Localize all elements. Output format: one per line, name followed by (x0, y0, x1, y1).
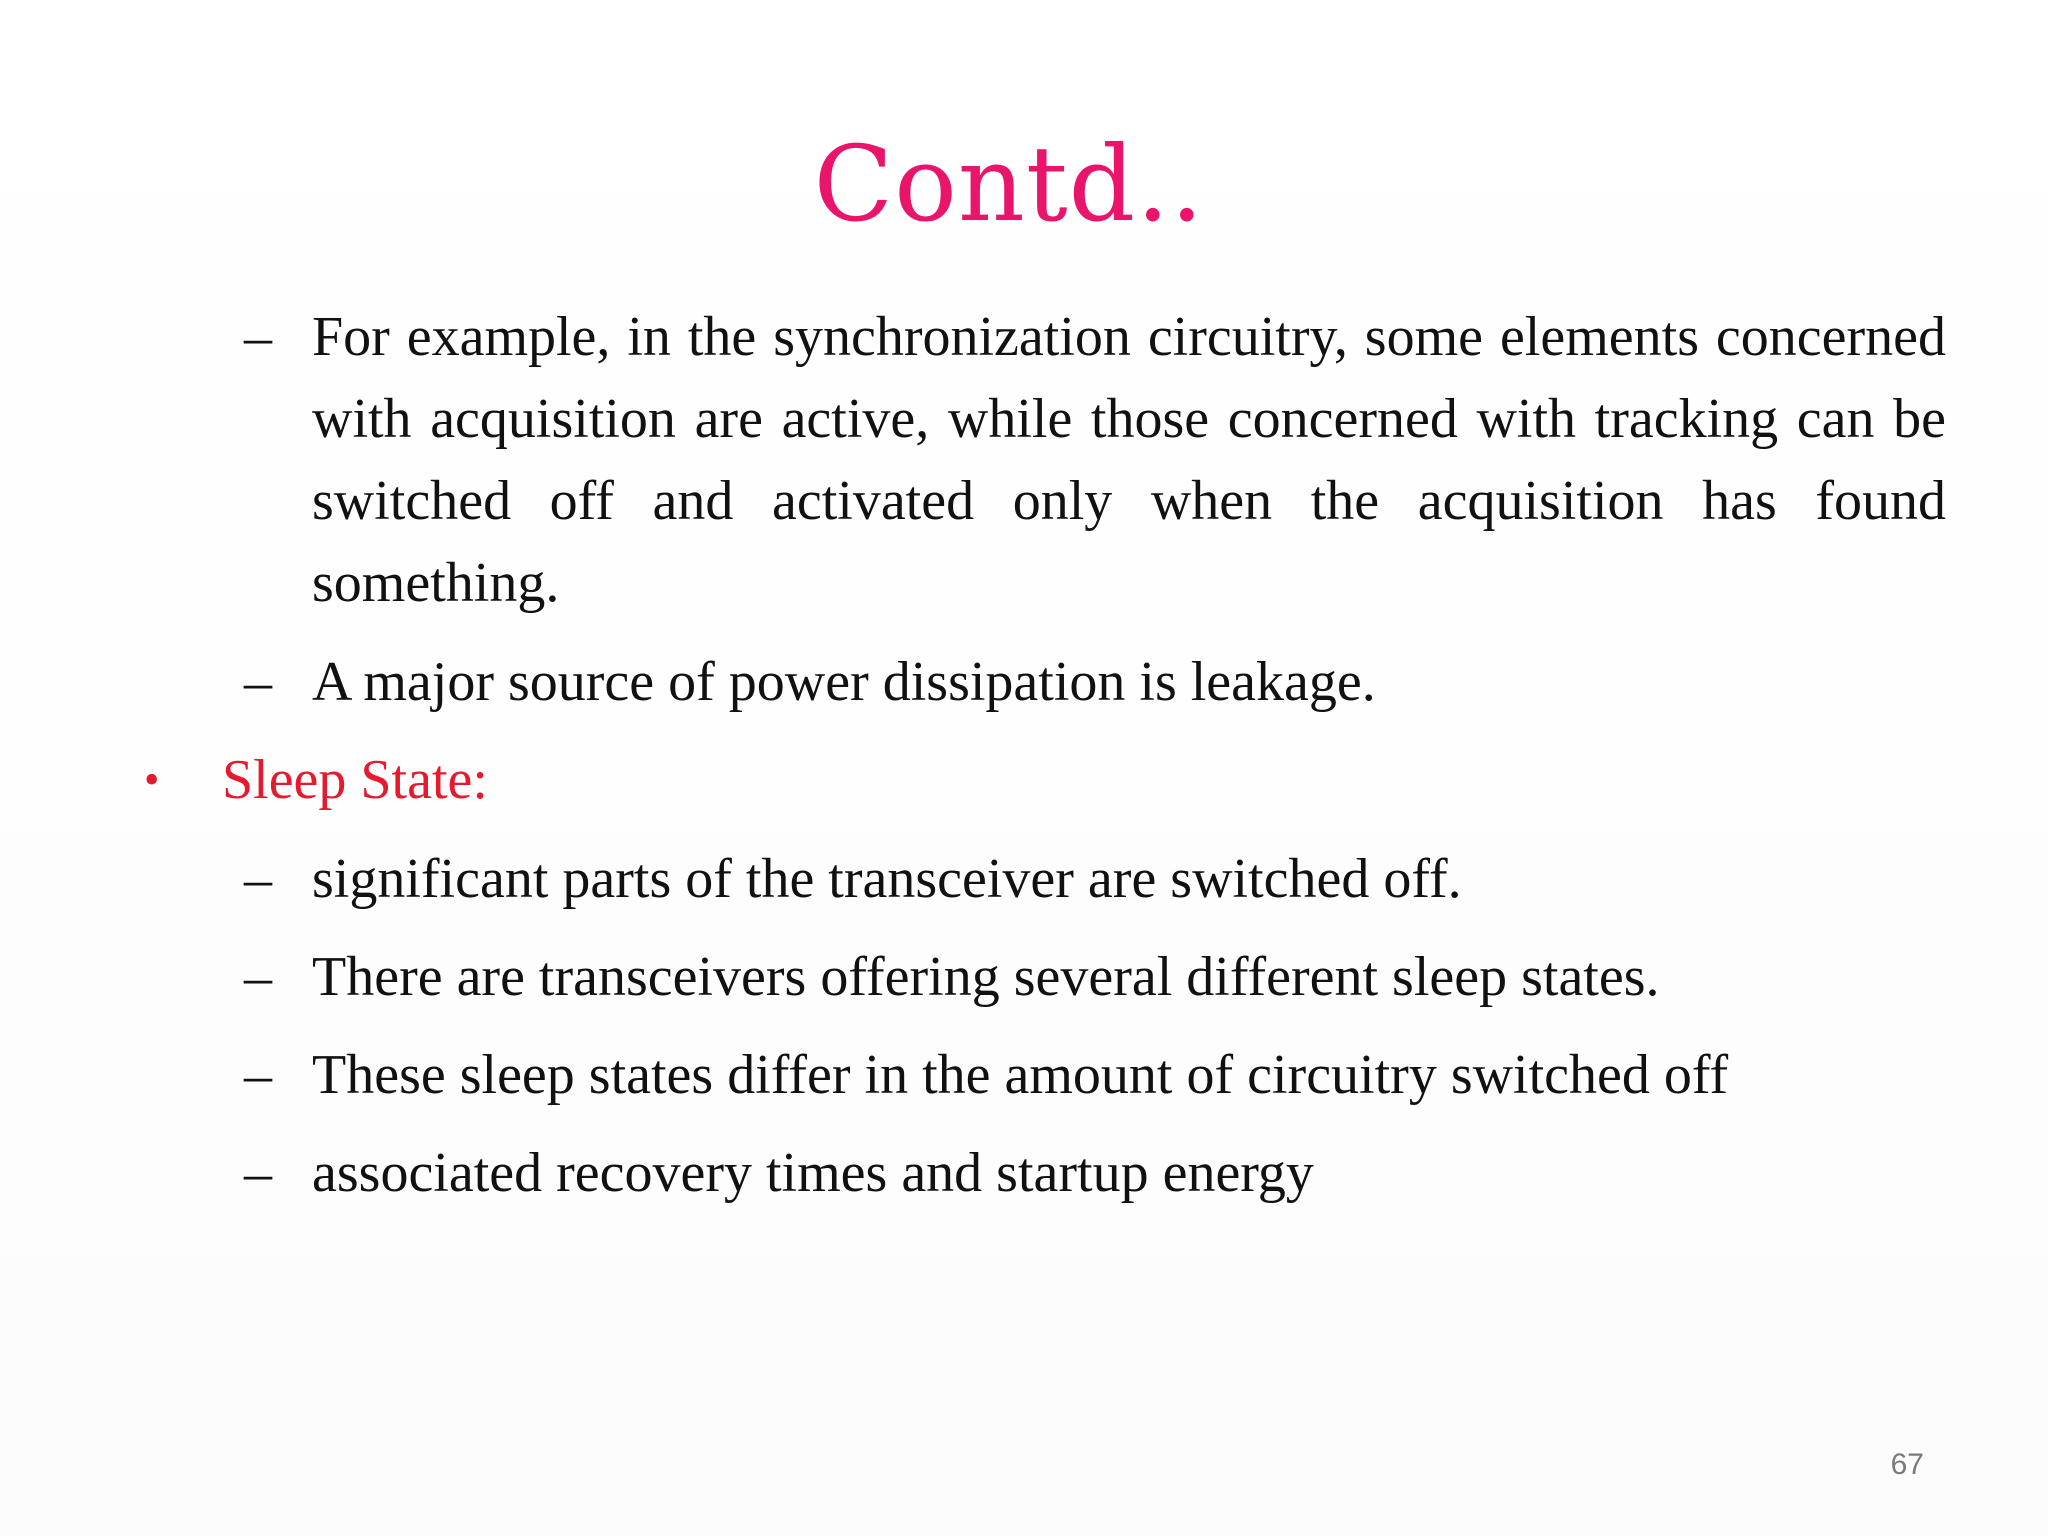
dash-marker: – (244, 306, 272, 368)
sub-bullet-leakage: A major source of power dissipation is leakage. (312, 651, 1376, 713)
sub-bullet-switched-off: significant parts of the transceiver are switched off. (312, 848, 1462, 910)
dash-marker: – (244, 848, 272, 910)
sub-bullet-example: For example, in the synchronization circuitry, some elements concerned with acquisition are active, while those concerned with tracking can be switched off and activated only when the acquisition has found something. (312, 306, 1946, 614)
dash-marker: – (244, 1044, 272, 1106)
dash-marker: – (244, 946, 272, 1008)
slide-title: Contd.. (813, 123, 1205, 245)
bullet-sleep-state: Sleep State: (222, 749, 488, 811)
dash-marker: – (244, 1142, 272, 1204)
sub-bullet-differ: These sleep states differ in the amount of circuitry switched off (312, 1044, 1729, 1106)
sub-bullet-sleep-states: There are transceivers offering several different sleep states. (312, 946, 1660, 1008)
page-number: 67 (1890, 1448, 1924, 1481)
sub-bullet-recovery: associated recovery times and startup energy (312, 1142, 1314, 1204)
dash-marker: – (244, 651, 272, 713)
bullet-marker: • (144, 755, 160, 804)
